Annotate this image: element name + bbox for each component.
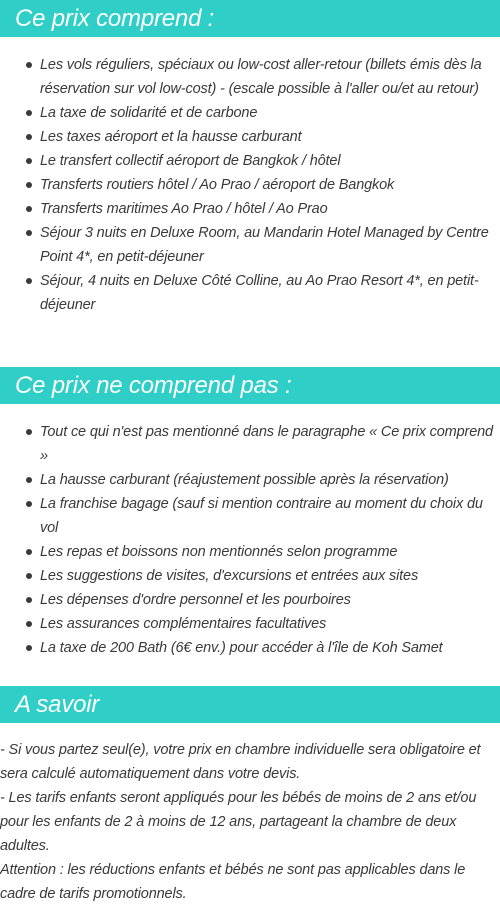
note-line: - Si vous partez seul(e), votre prix en chambre individuelle sera obligatoire et sera calculé automatiquement dans votre devis. <box>0 742 481 782</box>
list-item: Les vols réguliers, spéciaux ou low-cost aller-retour (billets émis dès la réservation sur vol low-cost) - (escale possible à l'aller ou/et au retour) <box>0 53 500 101</box>
list-item: La taxe de 200 Bath (6€ env.) pour accéder à l'île de Koh Samet <box>0 636 500 660</box>
list-item: Transferts maritimes Ao Prao / hôtel / Ao Prao <box>0 197 500 221</box>
includes-heading: Ce prix comprend : <box>0 0 500 37</box>
note-line: Attention : les réductions enfants et bébés ne sont pas applicables dans le cadre de tarifs promotionnels. <box>0 862 466 902</box>
list-item: Les dépenses d'ordre personnel et les pourboires <box>0 588 500 612</box>
note-line: - Les tarifs enfants seront appliqués pour les bébés de moins de 2 ans et/ou pour les enfants de 2 à moins de 12 ans, partageant la chambre de deux adultes. <box>0 790 477 854</box>
list-item: La hausse carburant (réajustement possible après la réservation) <box>0 468 500 492</box>
list-item: Séjour 3 nuits en Deluxe Room, au Mandarin Hotel Managed by Centre Point 4*, en petit-déjeuner <box>0 221 500 269</box>
list-item: La franchise bagage (sauf si mention contraire au moment du choix du vol <box>0 492 500 540</box>
list-item: La taxe de solidarité et de carbone <box>0 101 500 125</box>
list-item: Séjour, 4 nuits en Deluxe Côté Colline, au Ao Prao Resort 4*, en petit-déjeuner <box>0 269 500 317</box>
excludes-heading: Ce prix ne comprend pas : <box>0 367 500 404</box>
list-item: Les assurances complémentaires facultatives <box>0 612 500 636</box>
includes-list <box>0 53 500 317</box>
notes-heading: A savoir <box>0 686 500 723</box>
list-item: Transferts routiers hôtel / Ao Prao / aéroport de Bangkok <box>0 173 500 197</box>
list-item: Les repas et boissons non mentionnés selon programme <box>0 540 500 564</box>
list-item: Le transfert collectif aéroport de Bangkok / hôtel <box>0 149 500 173</box>
excludes-list <box>0 420 500 660</box>
list-item: Les suggestions de visites, d'excursions et entrées aux sites <box>0 564 500 588</box>
notes-text <box>0 738 500 906</box>
list-item: Tout ce qui n'est pas mentionné dans le paragraphe « Ce prix comprend » <box>0 420 500 468</box>
list-item: Les taxes aéroport et la hausse carburant <box>0 125 500 149</box>
